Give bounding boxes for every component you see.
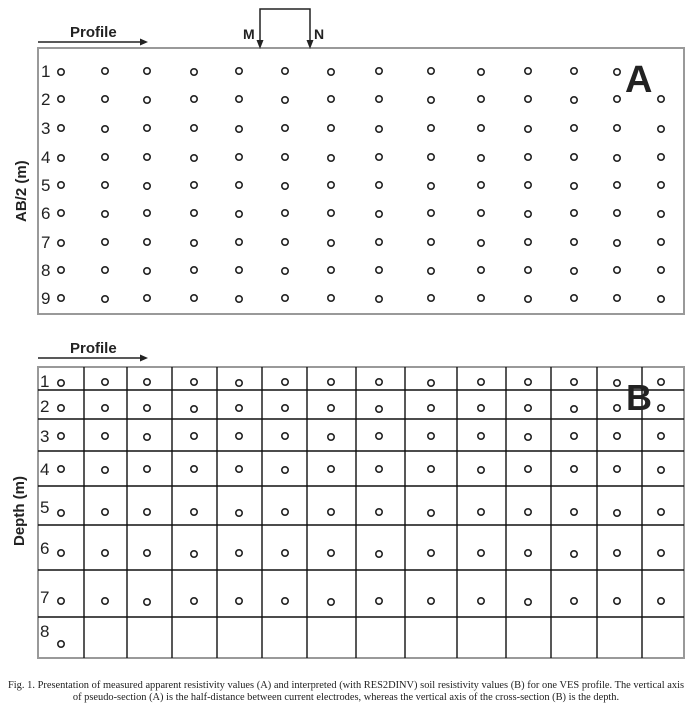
panel-a-data-point	[376, 154, 382, 160]
panel-a-data-point	[58, 240, 64, 246]
panel-b-data-point	[282, 509, 288, 515]
panel-b-data-point	[428, 510, 434, 516]
panel-b-data-point	[328, 379, 334, 385]
panel-a-data-point	[658, 154, 664, 160]
panel-a-data-point	[328, 267, 334, 273]
panel-b-data-point	[191, 433, 197, 439]
panel-a-data-point	[614, 69, 620, 75]
panel-b-data-point	[191, 466, 197, 472]
panel-a-data-point	[614, 155, 620, 161]
panel-a-row-label: 3	[41, 119, 51, 138]
panel-a-data-point	[658, 182, 664, 188]
panel-a-data-point	[571, 154, 577, 160]
panel-a-data-point	[478, 210, 484, 216]
panel-b-data-point	[144, 379, 150, 385]
panel-b-data-point	[282, 379, 288, 385]
panel-a-data-point	[102, 182, 108, 188]
panel-a-data-point	[478, 69, 484, 75]
panel-b-data-point	[236, 466, 242, 472]
panel-a-data-point	[614, 210, 620, 216]
panel-b-data-point	[191, 598, 197, 604]
panel-b-data-point	[478, 467, 484, 473]
panel-b-data-point	[525, 466, 531, 472]
panel-b-data-point	[614, 380, 620, 386]
panel-b-data-point	[282, 467, 288, 473]
panel-a-data-point	[525, 267, 531, 273]
panel-a-data-point	[376, 126, 382, 132]
panel-b-data-point	[614, 550, 620, 556]
panel-a-data-point	[658, 267, 664, 273]
panel-a-data-point	[328, 155, 334, 161]
panel-b-profile-label: Profile	[70, 340, 117, 357]
panel-a-data-point	[428, 183, 434, 189]
panel-b-row-label: 1	[40, 372, 50, 391]
panel-b-data-point	[376, 379, 382, 385]
panel-a-data-point	[525, 182, 531, 188]
panel-a-data-point	[236, 126, 242, 132]
panel-a-data-point	[571, 210, 577, 216]
panel-b-data-point	[478, 598, 484, 604]
panel-b-data-point	[282, 598, 288, 604]
panel-b-data-point	[478, 509, 484, 515]
panel-a-data-point	[191, 69, 197, 75]
panel-b-profile-arrowhead	[140, 355, 148, 362]
panel-b-data-point	[525, 405, 531, 411]
panel-a-data-point	[571, 68, 577, 74]
panel-b-data-point	[58, 598, 64, 604]
panel-b-data-point	[428, 550, 434, 556]
panel-a-row-label: 2	[41, 90, 51, 109]
panel-b-data-point	[658, 509, 664, 515]
panel-b-data-point	[478, 379, 484, 385]
panel-b-axis-label: Depth (m)	[11, 476, 28, 546]
panel-b-row-label: 5	[40, 498, 50, 517]
panel-a-data-point	[428, 154, 434, 160]
panel-a-data-point	[191, 295, 197, 301]
panel-a-row-label: 7	[41, 233, 51, 252]
panel-a-data-point	[102, 154, 108, 160]
panel-b-data-point	[478, 405, 484, 411]
panel-b-data-point	[144, 509, 150, 515]
panel-b-data-point	[191, 509, 197, 515]
panel-a-data-point	[478, 182, 484, 188]
panel-b-row-label: 8	[40, 622, 50, 641]
panel-a-data-point	[102, 68, 108, 74]
panel-a-row-label: 5	[41, 176, 51, 195]
panel-b-data-point	[328, 509, 334, 515]
panel-b-data-point	[571, 433, 577, 439]
panel-a-data-point	[478, 96, 484, 102]
panel-a-data-point	[191, 182, 197, 188]
panel-a-data-point	[236, 267, 242, 273]
panel-b-data-point	[428, 598, 434, 604]
panel-a-data-point	[191, 240, 197, 246]
panel-a-data-point	[428, 295, 434, 301]
panel-b-data-point	[478, 433, 484, 439]
panel-b-data-point	[571, 466, 577, 472]
panel-a-data-point	[571, 239, 577, 245]
panel-a-data-point	[658, 126, 664, 132]
panel-b-data-point	[282, 550, 288, 556]
panel-a-data-point	[102, 267, 108, 273]
panel-a-axis-label: AB/2 (m)	[13, 160, 30, 222]
panel-b-data-point	[144, 550, 150, 556]
panel-a-data-point	[282, 97, 288, 103]
panel-b-data-point	[58, 405, 64, 411]
panel-a-data-point	[282, 239, 288, 245]
panel-a-data-point	[58, 267, 64, 273]
panel-a-data-point	[144, 125, 150, 131]
panel-a-data-point	[571, 268, 577, 274]
panel-a-data-point	[282, 295, 288, 301]
panel-b-row-label: 7	[40, 588, 50, 607]
panel-a-data-point	[282, 154, 288, 160]
panel-a-data-point	[191, 267, 197, 273]
panel-a-data-point	[102, 296, 108, 302]
panel-a-data-point	[191, 155, 197, 161]
panel-a-data-point	[191, 210, 197, 216]
panel-a-data-point	[614, 182, 620, 188]
panel-b-data-point	[144, 434, 150, 440]
panel-b-data-point	[658, 598, 664, 604]
panel-b-row-label: 4	[40, 460, 50, 479]
panel-b-data-point	[571, 509, 577, 515]
panel-b-row-label: 3	[40, 427, 50, 446]
panel-b-data-point	[376, 598, 382, 604]
panel-a-data-point	[428, 125, 434, 131]
panel-a-data-point	[58, 210, 64, 216]
panel-b-data-point	[328, 434, 334, 440]
panel-a-data-point	[478, 295, 484, 301]
panel-b	[11, 340, 684, 658]
panel-a-data-point	[58, 295, 64, 301]
panel-b-data-point	[102, 509, 108, 515]
panel-a-data-point	[58, 155, 64, 161]
panel-a-data-point	[478, 240, 484, 246]
panel-a-data-point	[328, 210, 334, 216]
figure-caption: Fig. 1. Presentation of measured apparent resistivity values (A) and interpreted (with RES2DINV) soil resistivity values (B) for one VES profile. The vertical axis of pseudo-section (A) is the half-distance between current electrodes, whereas the vertical axis of the cross-section (B) is the depth.	[8, 680, 684, 704]
panel-a-data-point	[236, 68, 242, 74]
panel-a-data-point	[428, 268, 434, 274]
electrode-bracket	[260, 9, 310, 40]
panel-a-data-point	[614, 125, 620, 131]
panel-a-profile-label: Profile	[70, 24, 117, 41]
panel-b-data-point	[614, 466, 620, 472]
panel-b-data-point	[376, 433, 382, 439]
panel-b-data-point	[236, 510, 242, 516]
panel-a-data-point	[282, 210, 288, 216]
panel-a-data-point	[478, 125, 484, 131]
panel-a-data-point	[282, 68, 288, 74]
panel-a-data-point	[328, 295, 334, 301]
panel-b-data-point	[58, 380, 64, 386]
panel-a-data-point	[102, 211, 108, 217]
panel-a-letter: A	[625, 59, 653, 101]
panel-a-data-point	[144, 239, 150, 245]
panel-a-data-point	[328, 96, 334, 102]
panel-b-data-point	[658, 405, 664, 411]
panel-b-data-point	[236, 550, 242, 556]
panel-a-row-label: 4	[41, 148, 51, 167]
panel-a-data-point	[58, 125, 64, 131]
panel-b-data-point	[614, 433, 620, 439]
panel-b-letter: B	[626, 377, 652, 418]
panel-a-data-point	[525, 68, 531, 74]
panel-a-data-point	[571, 125, 577, 131]
panel-a-data-point	[328, 125, 334, 131]
panel-a-data-point	[191, 96, 197, 102]
panel-b-frame	[38, 367, 684, 658]
panel-b-data-point	[525, 550, 531, 556]
panel-a-data-point	[144, 183, 150, 189]
panel-a	[13, 9, 684, 314]
panel-b-data-point	[428, 380, 434, 386]
panel-a-data-point	[102, 239, 108, 245]
panel-b-data-point	[428, 433, 434, 439]
panel-b-data-point	[614, 405, 620, 411]
panel-a-data-point	[614, 96, 620, 102]
panel-b-data-point	[525, 379, 531, 385]
panel-a-data-point	[525, 296, 531, 302]
panel-b-data-point	[102, 598, 108, 604]
panel-b-data-point	[525, 599, 531, 605]
panel-a-data-point	[236, 296, 242, 302]
panel-a-row-label: 9	[41, 289, 51, 308]
panel-b-data-point	[376, 509, 382, 515]
panel-a-data-point	[376, 239, 382, 245]
panel-b-data-point	[376, 551, 382, 557]
panel-b-grid	[38, 367, 684, 658]
panel-b-data-point	[58, 433, 64, 439]
panel-a-data-point	[58, 69, 64, 75]
panel-b-data-point	[428, 466, 434, 472]
panel-a-data-point	[525, 96, 531, 102]
panel-b-data-point	[658, 467, 664, 473]
panel-b-data-point	[525, 509, 531, 515]
panel-a-data-point	[571, 183, 577, 189]
panel-b-data-point	[478, 550, 484, 556]
panel-b-data-point	[571, 379, 577, 385]
panel-a-data-point	[144, 210, 150, 216]
panel-a-data-point	[376, 182, 382, 188]
panel-a-row-label: 6	[41, 204, 51, 223]
panel-a-data-point	[102, 96, 108, 102]
panel-a-data-point	[428, 239, 434, 245]
panel-a-data-point	[282, 125, 288, 131]
panel-a-data-point	[525, 211, 531, 217]
panel-a-data-point	[658, 211, 664, 217]
panel-b-data-point	[58, 466, 64, 472]
panel-b-data-point	[376, 466, 382, 472]
panel-a-data-point	[571, 97, 577, 103]
panel-b-data-point	[525, 434, 531, 440]
panel-a-data-point	[144, 154, 150, 160]
panel-b-data-point	[102, 433, 108, 439]
panel-a-row-labels	[41, 62, 50, 308]
panel-b-data-point	[658, 379, 664, 385]
panel-b-data-point	[376, 406, 382, 412]
panel-a-data-point	[614, 295, 620, 301]
panel-a-data-point	[614, 240, 620, 246]
panel-a-data-point	[236, 96, 242, 102]
panel-a-data-point	[525, 239, 531, 245]
panel-a-data-point	[376, 96, 382, 102]
panel-a-data-point	[144, 295, 150, 301]
panel-a-data-point	[376, 296, 382, 302]
panel-b-row-labels	[40, 372, 49, 641]
panel-a-data-point	[236, 211, 242, 217]
panel-a-data-point	[478, 267, 484, 273]
panel-b-data-point	[236, 433, 242, 439]
panel-a-data-point	[282, 268, 288, 274]
panel-a-data-point	[614, 267, 620, 273]
panel-a-data-point	[478, 155, 484, 161]
panel-b-data-point	[658, 550, 664, 556]
panel-b-data-point	[102, 405, 108, 411]
panel-b-data-point	[428, 405, 434, 411]
panel-a-data-points	[58, 68, 664, 302]
panel-b-data-point	[328, 599, 334, 605]
panel-a-data-point	[328, 182, 334, 188]
panel-a-data-point	[428, 97, 434, 103]
panel-a-data-point	[376, 68, 382, 74]
panel-a-data-point	[658, 239, 664, 245]
panel-a-data-point	[236, 239, 242, 245]
panel-a-data-point	[282, 183, 288, 189]
panel-a-data-point	[428, 210, 434, 216]
panel-b-data-point	[236, 598, 242, 604]
panel-a-frame	[38, 48, 684, 314]
panel-b-data-point	[191, 379, 197, 385]
panel-a-data-point	[658, 96, 664, 102]
panel-b-data-point	[102, 379, 108, 385]
panel-b-data-point	[282, 433, 288, 439]
panel-b-data-point	[102, 467, 108, 473]
panel-a-data-point	[58, 96, 64, 102]
panel-b-data-point	[328, 405, 334, 411]
panel-b-row-label: 6	[40, 539, 50, 558]
panel-a-data-point	[525, 126, 531, 132]
panel-b-data-point	[144, 405, 150, 411]
panel-a-data-point	[376, 211, 382, 217]
panel-a-data-point	[191, 125, 197, 131]
panel-a-data-point	[144, 68, 150, 74]
panel-b-data-point	[144, 466, 150, 472]
panel-a-data-point	[102, 126, 108, 132]
panel-a-data-point	[144, 268, 150, 274]
panel-a-data-point	[328, 69, 334, 75]
panel-b-data-point	[282, 405, 288, 411]
panel-b-data-point	[571, 598, 577, 604]
electrode-m-label: M	[243, 26, 255, 42]
panel-b-data-point	[144, 599, 150, 605]
panel-b-row-label: 2	[40, 397, 50, 416]
electrode-n-label: N	[314, 26, 325, 42]
panel-a-data-point	[428, 68, 434, 74]
panel-b-data-point	[614, 510, 620, 516]
panel-a-profile-arrowhead	[140, 39, 148, 46]
panel-b-data-point	[191, 406, 197, 412]
panel-b-data-point	[571, 551, 577, 557]
panel-a-data-point	[328, 240, 334, 246]
panel-a-data-point	[525, 154, 531, 160]
panel-b-data-point	[58, 641, 64, 647]
panel-a-data-point	[236, 182, 242, 188]
panel-a-row-label: 1	[41, 62, 51, 81]
panel-b-data-point	[58, 550, 64, 556]
panel-a-data-point	[58, 182, 64, 188]
panel-b-data-point	[614, 598, 620, 604]
panel-b-data-point	[236, 380, 242, 386]
panel-b-data-point	[236, 405, 242, 411]
panel-a-data-point	[376, 267, 382, 273]
panel-b-data-point	[658, 433, 664, 439]
panel-b-data-point	[191, 551, 197, 557]
panel-b-data-point	[102, 550, 108, 556]
panel-b-data-point	[328, 550, 334, 556]
panel-a-row-label: 8	[41, 261, 51, 280]
panel-a-data-point	[236, 154, 242, 160]
panel-a-data-point	[144, 97, 150, 103]
panel-a-data-point	[658, 296, 664, 302]
panel-b-data-point	[58, 510, 64, 516]
panel-a-data-point	[571, 295, 577, 301]
panel-b-data-point	[571, 406, 577, 412]
panel-b-data-point	[328, 466, 334, 472]
